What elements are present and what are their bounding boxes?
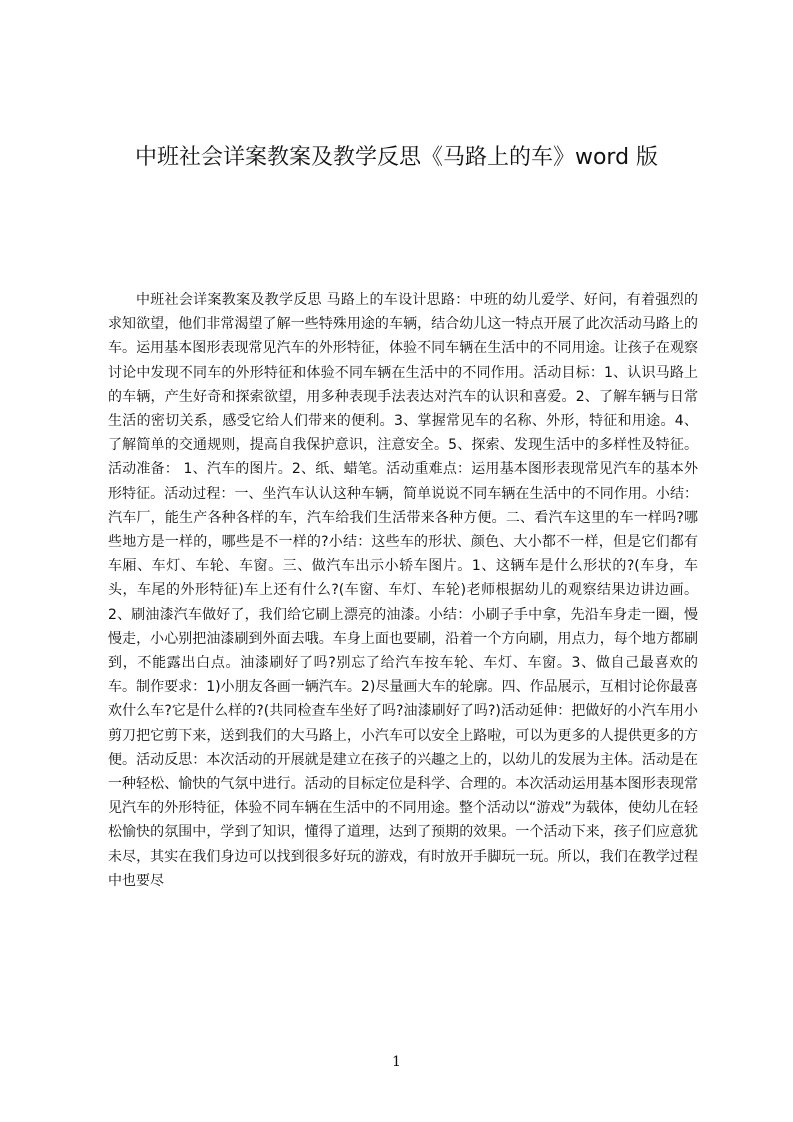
document-title: 中班社会详案教案及教学反思《马路上的车》word 版 bbox=[134, 145, 659, 170]
page-number: 1 bbox=[392, 1054, 401, 1070]
document-body-paragraph: 中班社会详案教案及教学反思 马路上的车设计思路：中班的幼儿爱学、好问，有着强烈的求知欲望，他们非常渴望了解一些特殊用途的车辆，结合幼儿这一特点开展了此次活动马路上的车。运用基本图形表现常见汽车的外形特征，体验不同车辆在生活中的不同用途。让孩子在观察讨论中发现不同车的外形特征和体验不同车辆在生活中的不同作用。活动目标：1、认识马路上的车辆，产生好奇和探索欲望，用多种表现手法表达对汽车的认识和喜爱。2、了解车辆与日常生活的密切关系，感受它给人们带来的便利。3、掌握常见车的名称、外形，特征和用途。4、了解简单的交通规则，提高自我保护意识，注意安全。5、探索、发现生活中的多样性及特征。活动准备： 1、汽车的图片。2、纸、蜡笔。活动重难点：运用基本图形表现常见汽车的基本外形特征。活动过程：一、坐汽车认认这种车辆，简单说说不同车辆在生活中的不同作用。小结：汽车厂，能生产各种各样的车，汽车给我们生活带来各种方便。二、看汽车这里的车一样吗?哪些地方是一样的，哪些是不一样的?小结：这些车的形状、颜色、大小都不一样，但是它们都有车厢、车灯、车轮、车窗。三、做汽车出示小轿车图片。1、这辆车是什么形状的?(车身，车头，车尾的外形特征)车上还有什么?(车窗、车灯、车轮)老师根据幼儿的观察结果边讲边画。2、刷油漆汽车做好了，我们给它刷上漂亮的油漆。小结：小刷子手中拿，先沿车身走一圈，慢慢走，小心别把油漆刷到外面去哦。车身上面也要刷，沿着一个方向刷，用点力，每个地方都刷到，不能露出白点。油漆刷好了吗?别忘了给汽车按车轮、车灯、车窗。3、做自己最喜欢的车。制作要求：1)小朋友各画一辆汽车。2)尽量画大车的轮廓。四、作品展示，互相讨论你最喜欢什么车?它是什么样的?(共同检查车坐好了吗?油漆刷好了吗?)活动延伸：把做好的小汽车用小剪刀把它剪下来，送到我们的大马路上，小汽车可以安全上路啦，可以为更多的人提供更多的方便。活动反思：本次活动的开展就是建立在孩子的兴趣之上的，以幼儿的发展为主体。活动是在一种轻松、愉快的气氛中进行。活动的目标定位是科学、合理的。本次活动运用基本图形表现常见汽车的外形特征，体验不同车辆在生活中的不同用途。整个活动以“游戏”为载体，使幼儿在轻松愉快的氛围中，学到了知识，懂得了道理，达到了预期的效果。一个活动下来，孩子们应意犹未尽，其实在我们身边可以找到很多好玩的游戏，有时放开手脚玩一玩。所以，我们在教学过程中也要尽 bbox=[108, 292, 698, 889]
